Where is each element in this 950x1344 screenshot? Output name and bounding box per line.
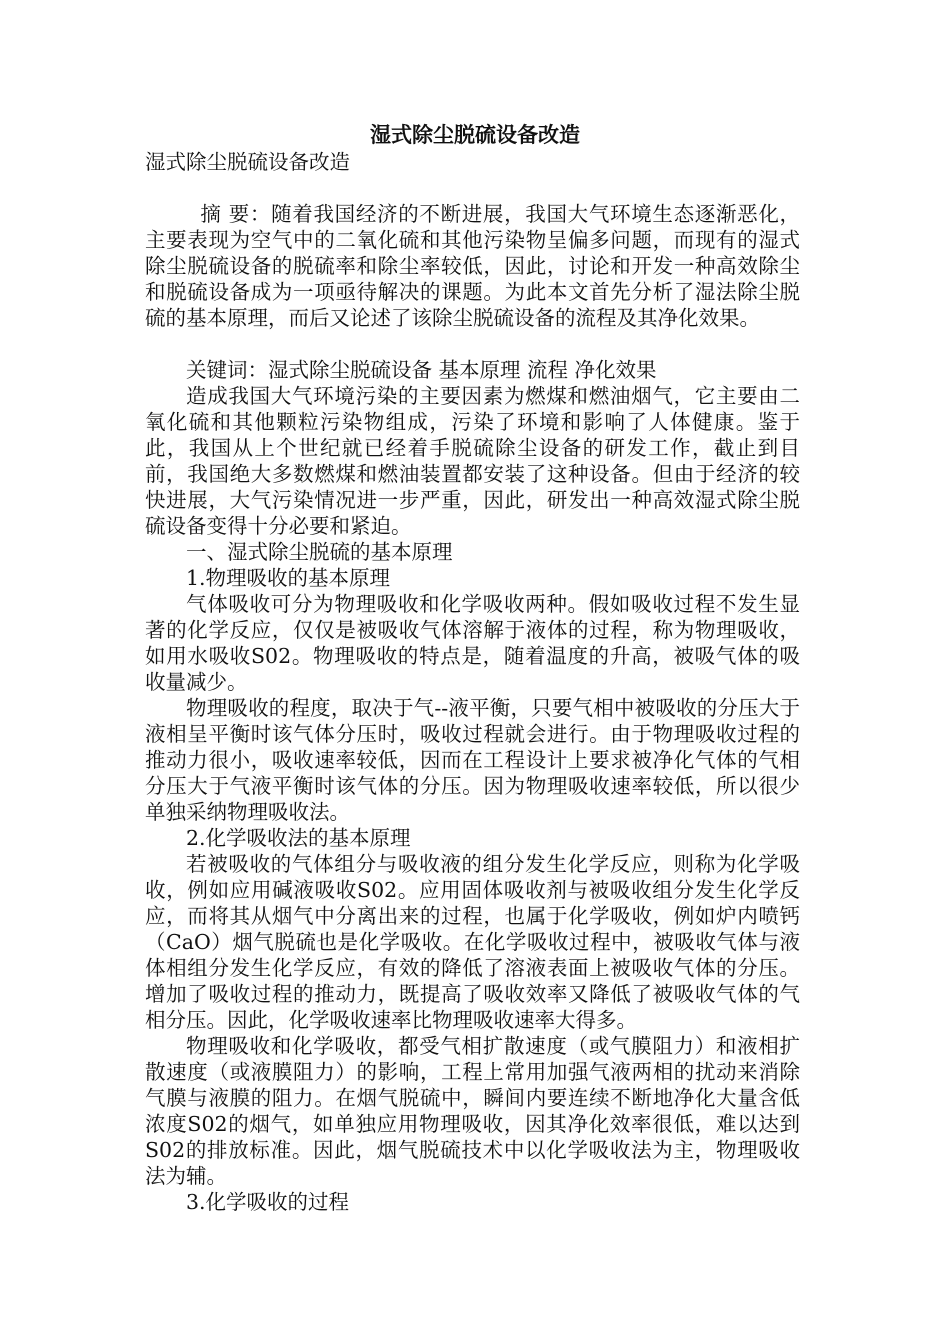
abstract-paragraph: 摘 要：随着我国经济的不断进展，我国大气环境生态逐渐恶化，主要表现为空气中的二氧化硫和其他污染物呈偏多问题，而现有的湿式除尘脱硫设备的脱硫率和除尘率较低，因此，讨论和开发一种高效除尘和脱硫设备成为一项亟待解决的课题。为此本文首先分析了湿法除尘脱硫的基本原理，而后又论述了该除尘脱硫设备的流程及其净化效果。	[145, 202, 800, 330]
paragraph-absorption-degree: 物理吸收的程度，取决于气--液平衡，只要气相中被吸收的分压大于液相呈平衡时该气体分压时，吸收过程就会进行。由于物理吸收过程的推动力很小，吸收速率较低，因而在工程设计上要求被净化气体的气相分压大于气液平衡时该气体的分压。因为物理吸收速率较低，所以很少单独采纳物理吸收法。	[145, 696, 800, 824]
blank-line	[145, 331, 800, 357]
section-heading-1: 一、湿式除尘脱硫的基本原理	[186, 540, 453, 564]
paragraph-chemical-absorption: 若被吸收的气体组分与吸收液的组分发生化学反应，则称为化学吸收，例如应用碱液吸收S02。应用固体吸收剂与被吸收组分发生化学反应，而将其从烟气中分离出来的过程，也属于化学吸收，例如炉内喷钙（CaO）烟气脱硫也是化学吸收。在化学吸收过程中，被吸收气体与液体相组分发生化学反应，有效的降低了溶液表面上被吸收气体的分压。增加了吸收过程的推动力，既提高了吸收效率又降低了被吸收气体的气相分压。因此，化学吸收速率比物理吸收速率大得多。	[145, 852, 800, 1032]
document-subtitle: 湿式除尘脱硫设备改造	[145, 150, 350, 174]
subsection-heading-1: 1.物理吸收的基本原理	[186, 566, 391, 590]
intro-paragraph: 造成我国大气环境污染的主要因素为燃煤和燃油烟气，它主要由二氧化硫和其他颗粒污染物组成，污染了环境和影响了人体健康。鉴于此，我国从上个世纪就已经着手脱硫除尘设备的研发工作，截止到目前，我国绝大多数燃煤和燃油装置都安装了这种设备。但由于经济的较快进展，大气污染情况进一步严重，因此，研发出一种高效湿式除尘脱硫设备变得十分必要和紧迫。	[145, 384, 800, 538]
subsection-heading-3: 3.化学吸收的过程	[186, 1190, 350, 1214]
blank-line	[145, 175, 800, 201]
document-title: 湿式除尘脱硫设备改造	[370, 122, 580, 147]
keywords-line: 关键词：湿式除尘脱硫设备 基本原理 流程 净化效果	[186, 358, 657, 382]
document-body	[145, 149, 800, 1215]
subsection-heading-2: 2.化学吸收法的基本原理	[186, 826, 411, 850]
paragraph-physical-absorption: 气体吸收可分为物理吸收和化学吸收两种。假如吸收过程不发生显著的化学反应，仅仅是被吸收气体溶解于液体的过程，称为物理吸收，如用水吸收S02。物理吸收的特点是，随着温度的升高，被吸气体的吸收量减少。	[145, 592, 800, 694]
paragraph-comparison: 物理吸收和化学吸收，都受气相扩散速度（或气膜阻力）和液相扩散速度（或液膜阻力）的影响，工程上常用加强气液两相的扰动来消除气膜与液膜的阻力。在烟气脱硫中，瞬间内要连续不断地净化大量含低浓度S02的烟气，如单独应用物理吸收，因其净化效率很低，难以达到S02的排放标准。因此，烟气脱硫技术中以化学吸收法为主，物理吸收法为辅。	[145, 1034, 800, 1188]
